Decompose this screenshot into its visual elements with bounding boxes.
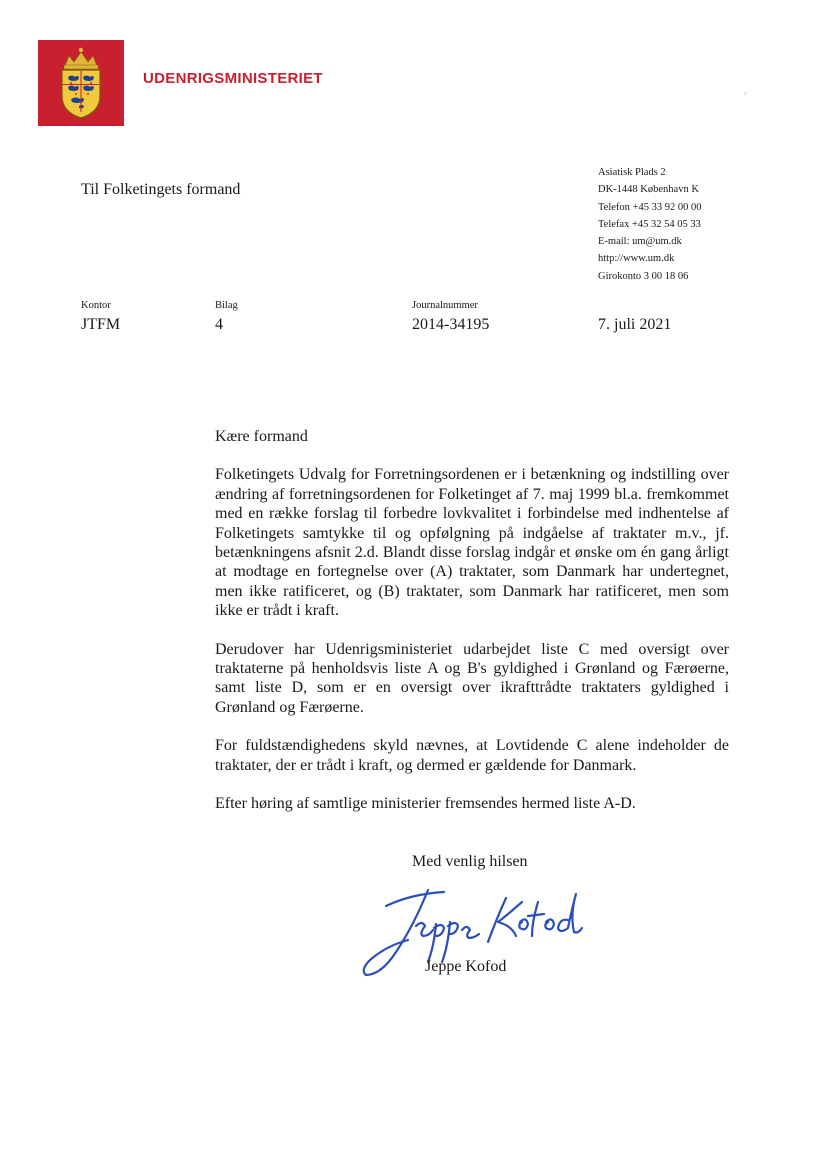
address-block <box>598 164 701 285</box>
office-label: Kontor <box>81 300 111 311</box>
letter-body <box>215 427 729 833</box>
address-web: http://www.um.dk <box>598 253 675 265</box>
scan-speck <box>744 92 747 95</box>
journal-value: 2014-34195 <box>412 316 490 333</box>
danish-coat-of-arms-icon <box>38 40 124 126</box>
letter-date: 7. juli 2021 <box>598 316 672 333</box>
closing-salutation: Med venlig hilsen <box>412 853 528 870</box>
recipient-line: Til Folketingets formand <box>81 181 241 198</box>
body-paragraph-2: Derudover har Udenrigsministeriet udarbejdet liste C med oversigt over traktaterne på henholdsvis liste A og B's gyldighed i Grønland og Færøerne, samt liste D, som er en oversigt over ikrafttrådte traktaters gyldighed i Grønland og Færøerne. <box>215 640 729 716</box>
address-city: DK-1448 København K <box>598 184 699 196</box>
coat-of-arms-logo <box>38 40 124 126</box>
address-email: E-mail: um@um.dk <box>598 236 682 248</box>
signer-name: Jeppe Kofod <box>425 958 507 975</box>
office-value: JTFM <box>81 316 121 333</box>
address-giro: Girokonto 3 00 18 06 <box>598 270 689 282</box>
address-phone: Telefon +45 33 92 00 00 <box>598 201 702 213</box>
body-paragraph-3: For fuldstændighedens skyld nævnes, at Lovtidende C alene indeholder de traktater, der er trådt i kraft, og dermed er gældende for Danmark. <box>215 737 729 774</box>
attachment-label: Bilag <box>215 300 238 311</box>
body-paragraph-1: Folketingets Udvalg for Forretningsordenen er i betænkning og indstilling over ændring af forretningsordenen for Folketinget af 7. maj 1999 bl.a. fremkommet med en række forslag til forbedre lovkvalitet i forbindelse med indhentelse af Folketingets samtykke til og opfølgning på indgåelse af traktater m.v., jf. betænkningens afsnit 2.d. Blandt disse forslag indgår et ønske om én gang årligt at modtage en fortegnelse over (A) traktater, som Danmark har undertegnet, men ikke ratificeret, og (B) traktater, som Danmark har ratificeret, men som ikke er trådt i kraft. <box>215 466 729 620</box>
address-fax: Telefax +45 32 54 05 33 <box>598 218 701 230</box>
address-street: Asiatisk Plads 2 <box>598 167 666 178</box>
ministry-name: UDENRIGSMINISTERIET <box>143 70 323 87</box>
greeting: Kære formand <box>215 428 308 445</box>
journal-label: Journalnummer <box>412 300 478 311</box>
attachment-value: 4 <box>215 316 223 333</box>
body-paragraph-4: Efter høring af samtlige ministerier fremsendes hermed liste A-D. <box>215 795 636 813</box>
